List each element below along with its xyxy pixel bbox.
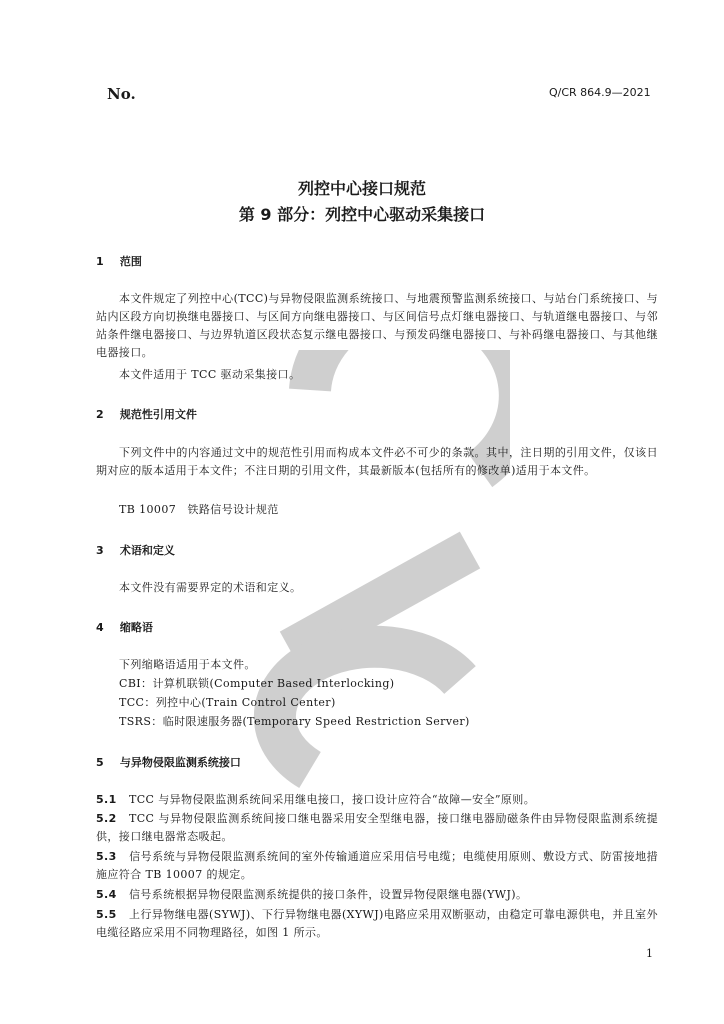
clause-text: 信号系统根据异物侵限监测系统提供的接口条件，设置异物侵限继电器(YWJ)。: [129, 888, 528, 901]
clause-5-3: [96, 848, 658, 884]
clause-text: TCC 与异物侵限监测系统间接口继电器采用安全型继电器，接口继电器励磁条件由异物侵限监测系统提供，接口继电器常态吸起。: [96, 812, 658, 843]
section-title: 范围: [119, 255, 142, 268]
clause-number: 5.1: [96, 793, 117, 806]
section-title: 与异物侵限监测系统接口: [119, 756, 241, 769]
header-no: No.: [107, 85, 136, 103]
section-heading-2: [96, 406, 197, 422]
clause-text: 信号系统与异物侵限监测系统间的室外传输通道应采用信号电缆；电缆使用原则、敷设方式、防雷接地措施应符合 TB 10007 的规定。: [96, 850, 658, 881]
clause-5-5: [96, 906, 658, 942]
section-heading-1: [96, 253, 142, 269]
section-number: 2: [96, 408, 104, 421]
clause-5-1: [96, 791, 658, 809]
scope-applicability: 本文件适用于 TCC 驱动采集接口。: [119, 368, 301, 381]
section-title: 规范性引用文件: [119, 408, 197, 421]
section-heading-4: [96, 619, 153, 635]
abbreviations-intro: 下列缩略语适用于本文件。: [119, 658, 256, 671]
abbreviation-item: TSRS：临时限速服务器(Temporary Speed Restriction Server): [119, 715, 470, 728]
section-number: 4: [96, 621, 104, 634]
abbreviation-item: CBI：计算机联锁(Computer Based Interlocking): [119, 677, 395, 690]
section-heading-5: [96, 754, 241, 770]
standard-code: Q/CR 864.9—2021: [549, 86, 651, 99]
page-number: 1: [646, 947, 653, 960]
section-title: 术语和定义: [119, 544, 175, 557]
clause-text: TCC 与异物侵限监测系统间采用继电接口，接口设计应符合“故障—安全”原则。: [129, 793, 536, 806]
section-number: 5: [96, 756, 104, 769]
document-subtitle: 第 9 部分：列控中心驱动采集接口: [238, 205, 486, 224]
watermark-slash-glyph: [290, 550, 470, 650]
clause-number: 5.3: [96, 850, 117, 863]
normative-refs-paragraph: 下列文件中的内容通过文中的规范性引用而构成本文件必不可少的条款。其中，注日期的引用文件，仅该日期对应的版本适用于本文件；不注日期的引用文件，其最新版本(包括所有的修改单)适用于本文件。: [96, 446, 658, 477]
section-number: 1: [96, 255, 104, 268]
section-heading-3: [96, 542, 175, 558]
section-number: 3: [96, 544, 104, 557]
clause-5-2: [96, 810, 658, 846]
document-title: 列控中心接口规范: [297, 179, 426, 198]
clause-5-4: [96, 886, 658, 904]
section-title: 缩略语: [119, 621, 153, 634]
clause-number: 5.5: [96, 908, 117, 921]
terms-paragraph: 本文件没有需要界定的术语和定义。: [119, 581, 302, 594]
clause-number: 5.2: [96, 812, 117, 825]
scope-paragraph: 本文件规定了列控中心(TCC)与异物侵限监测系统接口、与地震预警监测系统接口、与站台门系统接口、与站内区段方向切换继电器接口、与区间方向继电器接口、与区间信号点灯继电器接口、与轨道继电器接口、与邻站条件继电器接口、与边界轨道区段状态复示继电器接口、与预发码继电器接口、与补码继电器接口、与其他继电器接口。: [96, 292, 658, 359]
clause-text: 上行异物继电器(SYWJ)、下行异物继电器(XYWJ)电路应采用双断驱动，由稳定可靠电源供电，并且室外电缆径路应采用不同物理路径，如图 1 所示。: [96, 908, 658, 939]
abbreviation-item: TCC：列控中心(Train Control Center): [119, 696, 336, 709]
reference-item: TB 10007 铁路信号设计规范: [119, 503, 279, 516]
clause-number: 5.4: [96, 888, 117, 901]
